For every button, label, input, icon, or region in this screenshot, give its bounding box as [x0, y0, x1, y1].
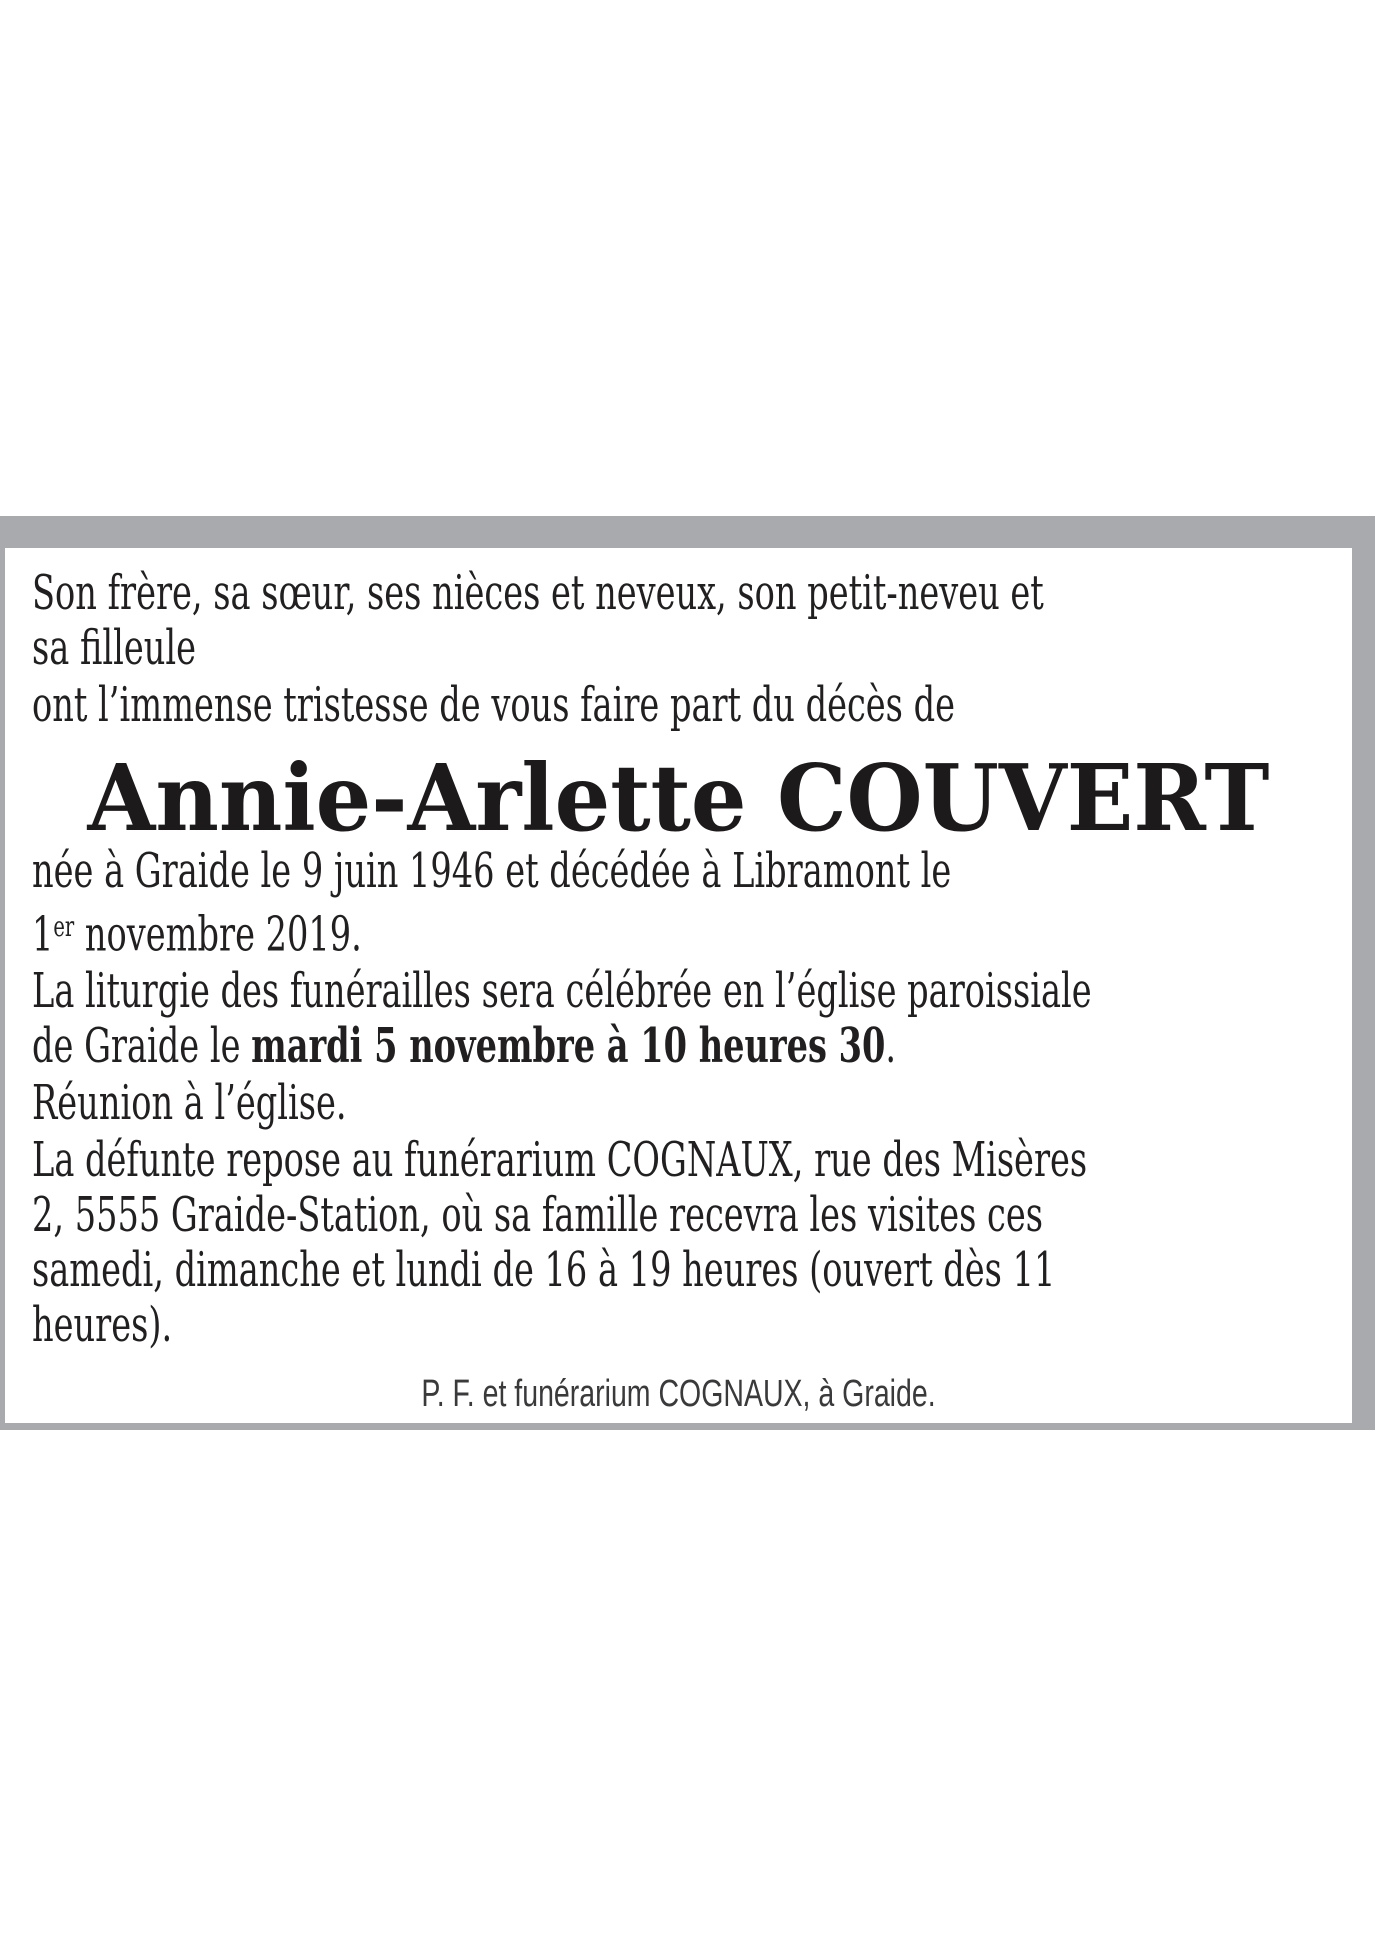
intro-paragraph: [32, 565, 1044, 676]
announcement-line: [32, 677, 955, 733]
deceased-name-title: Annie-Arlette COUVERT: [87, 744, 1270, 852]
ceremony-datetime-bold: mardi 5 novembre à 10 heures 30: [251, 1018, 886, 1075]
repose-line-4: heures).: [32, 1297, 173, 1354]
death-notice-card: [5, 548, 1352, 1423]
notice-content: [5, 548, 1352, 1423]
ceremony-paragraph: [32, 963, 1092, 1075]
announcement-text: ont l’immense tristesse de vous faire part du décès de: [32, 677, 955, 733]
ceremony-line-2-end: .: [885, 1018, 897, 1075]
repose-line-3: samedi, dimanche et lundi de 16 à 19 heures (ouvert dès 11: [32, 1242, 1056, 1299]
repose-line-2: 2, 5555 Graide-Station, où sa famille recevra les visites ces: [32, 1187, 1043, 1244]
death-date-day: 1: [32, 906, 54, 963]
funeral-home-signature: P. F. et funérarium COGNAUX, à Graide.: [421, 1373, 936, 1416]
ceremony-line-1: La liturgie des funérailles sera célébrée en l’église paroissiale: [32, 963, 1092, 1020]
meeting-text: Réunion à l’église.: [32, 1075, 347, 1132]
intro-line-2: sa filleule: [32, 620, 197, 676]
birth-death-line-1: née à Graide le 9 juin 1946 et décédée à Libramont le: [32, 843, 952, 899]
ceremony-line-2-plain: de Graide le: [32, 1018, 252, 1075]
death-date-rest: novembre 2019.: [74, 906, 362, 963]
birth-death-paragraph: [32, 843, 952, 963]
meeting-line: [32, 1076, 937, 1131]
repose-paragraph: [32, 1132, 1088, 1354]
notice-frame: [0, 516, 1375, 1430]
ordinal-superscript: er: [53, 910, 75, 943]
intro-line-1: Son frère, sa sœur, ses nièces et neveux, son petit-neveu et: [32, 565, 1044, 621]
repose-line-1: La défunte repose au funérarium COGNAUX, rue des Misères: [32, 1132, 1088, 1189]
